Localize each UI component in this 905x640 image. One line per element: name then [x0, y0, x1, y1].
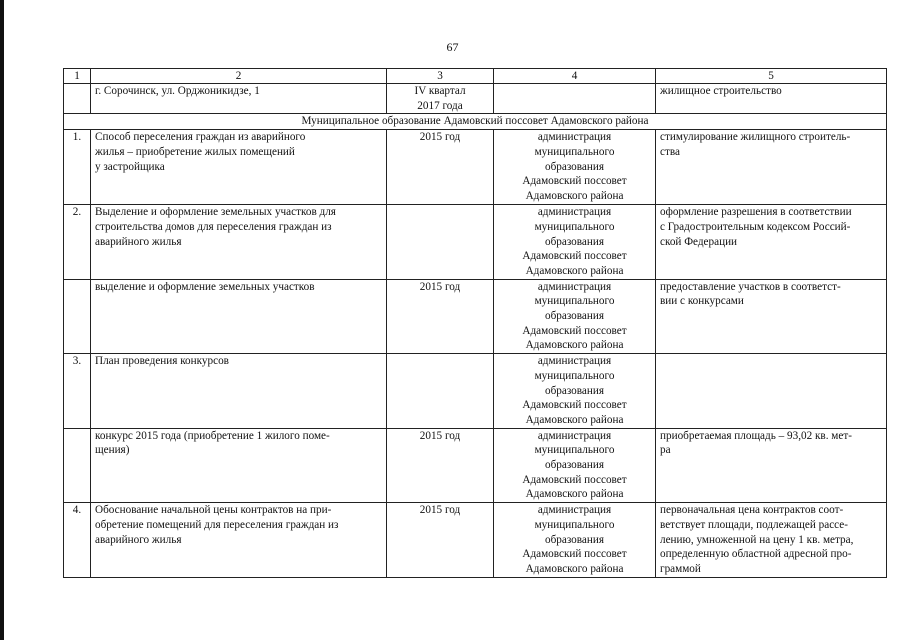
- header-cell: 3: [387, 69, 494, 84]
- executor-cell-line: администрация: [537, 206, 612, 219]
- table-row: [64, 503, 887, 578]
- measure-cell-line: выделение и оформление земельных участков: [95, 280, 315, 293]
- term-cell: [387, 279, 494, 354]
- result-cell-line: жилищное строительство: [660, 85, 782, 97]
- result-cell-line: оформление разрешения в соответствии: [660, 206, 852, 219]
- executor-cell-line: образования: [544, 235, 604, 248]
- measure-cell-line: г. Сорочинск, ул. Орджоникидзе, 1: [95, 85, 260, 97]
- measure-cell: [91, 279, 387, 354]
- row-number: 2.: [64, 205, 91, 280]
- measure-cell-line: Обоснование начальной цены контрактов на при-: [95, 504, 332, 517]
- executor-cell-line: муниципального: [534, 444, 615, 457]
- executor-cell-line: Адамовского района: [525, 562, 624, 575]
- measure-cell-line: аварийного жилья: [95, 235, 182, 248]
- term-cell: [387, 84, 494, 114]
- measure-cell-line: жилья – приобретение жилых помещений: [95, 145, 295, 158]
- result-cell-line: приобретаемая площадь – 93,02 кв. мет-: [660, 429, 852, 442]
- executor-cell-line: Адамовского района: [525, 339, 624, 352]
- result-cell-line: лению, умноженной на цену 1 кв. метра,: [660, 533, 854, 546]
- executor-cell-line: Адамовский поссовет: [522, 250, 627, 263]
- term-cell-line: 2015 год: [419, 429, 461, 442]
- result-cell: [656, 130, 887, 205]
- executor-cell-line: образования: [544, 384, 604, 397]
- result-cell: [656, 205, 887, 280]
- section-title: Муниципальное образование Адамовский поссовет Адамовского района: [64, 114, 887, 130]
- result-cell-line: вии с конкурсами: [660, 295, 744, 308]
- row-number: 4.: [64, 503, 91, 578]
- table-row: [64, 130, 887, 205]
- result-cell-line: первоначальная цена контрактов соот-: [660, 504, 844, 517]
- header-cell: 1: [64, 69, 91, 84]
- table-row: [64, 279, 887, 354]
- row-number: 1.: [64, 130, 91, 205]
- executor-cell-line: администрация: [537, 355, 612, 368]
- row-number: [64, 428, 91, 503]
- result-cell: [656, 84, 887, 114]
- measure-cell: [91, 84, 387, 114]
- executor-cell: [494, 279, 656, 354]
- measure-cell-line: щения): [95, 444, 130, 457]
- table-row: [64, 84, 887, 114]
- table-row: [64, 205, 887, 280]
- executor-cell: [494, 130, 656, 205]
- executor-cell-line: администрация: [537, 280, 612, 293]
- page-number: 67: [446, 40, 459, 54]
- result-cell: [656, 354, 887, 429]
- executor-cell: [494, 84, 656, 114]
- term-cell: [387, 205, 494, 280]
- measure-cell-line: План проведения конкурсов: [95, 355, 229, 368]
- executor-cell-line: Адамовского района: [525, 189, 624, 202]
- measure-cell: [91, 205, 387, 280]
- header-cell: 5: [656, 69, 887, 84]
- executor-cell-line: образования: [544, 310, 604, 323]
- term-cell-line: 2015 год: [419, 131, 461, 144]
- executor-cell: [494, 428, 656, 503]
- measure-cell-line: строительства домов для переселения граждан из: [95, 220, 332, 233]
- result-cell: [656, 428, 887, 503]
- executor-cell-line: Адамовского района: [525, 413, 624, 426]
- result-cell-line: ра: [660, 444, 671, 457]
- measure-cell-line: обретение помещений для переселения граждан из: [95, 518, 339, 531]
- measure-cell: [91, 428, 387, 503]
- executor-cell: [494, 205, 656, 280]
- measure-cell-line: Способ переселения граждан из аварийного: [95, 131, 306, 144]
- row-number: 3.: [64, 354, 91, 429]
- term-cell: [387, 503, 494, 578]
- header-cell: 2: [91, 69, 387, 84]
- executor-cell-line: Адамовский поссовет: [522, 548, 627, 561]
- result-cell: [656, 503, 887, 578]
- executor-cell: [494, 503, 656, 578]
- table-row: [64, 428, 887, 503]
- executor-cell-line: администрация: [537, 429, 612, 442]
- result-cell: [656, 279, 887, 354]
- measures-table: [63, 68, 887, 578]
- result-cell-line: определенную областной адресной про-: [660, 548, 852, 561]
- executor-cell-line: Адамовский поссовет: [522, 175, 627, 188]
- executor-cell-line: образования: [544, 533, 604, 546]
- measure-cell: [91, 130, 387, 205]
- executor-cell-line: администрация: [537, 504, 612, 517]
- measure-cell-line: у застройщика: [95, 160, 165, 173]
- executor-cell-line: Адамовский поссовет: [522, 399, 627, 412]
- measure-cell-line: конкурс 2015 года (приобретение 1 жилого поме-: [95, 429, 330, 442]
- executor-cell-line: Адамовский поссовет: [522, 324, 627, 337]
- executor-cell-line: администрация: [537, 131, 612, 144]
- left-margin-bar: [0, 0, 4, 640]
- executor-cell-line: муниципального: [534, 220, 615, 233]
- executor-cell-line: Адамовского района: [525, 488, 624, 501]
- term-cell-line: IV квартал: [414, 85, 466, 97]
- table-header-row: [64, 69, 887, 84]
- header-cell: 4: [494, 69, 656, 84]
- executor-cell-line: муниципального: [534, 295, 615, 308]
- section-row: [64, 114, 887, 130]
- result-cell-line: ветствует площади, подлежащей рассе-: [660, 518, 848, 531]
- result-cell-line: ства: [660, 145, 680, 158]
- table-body: [64, 84, 887, 578]
- row-number: [64, 279, 91, 354]
- term-cell-line: 2015 год: [419, 504, 461, 517]
- executor-cell-line: муниципального: [534, 145, 615, 158]
- term-cell: [387, 354, 494, 429]
- result-cell-line: с Градостроительным кодексом Россий-: [660, 220, 851, 233]
- executor-cell: [494, 354, 656, 429]
- term-cell: [387, 428, 494, 503]
- executor-cell-line: образования: [544, 459, 604, 472]
- result-cell-line: стимулирование жилищного строитель-: [660, 131, 851, 144]
- measure-cell-line: Выделение и оформление земельных участков для: [95, 206, 336, 219]
- measure-cell: [91, 354, 387, 429]
- measure-cell: [91, 503, 387, 578]
- executor-cell-line: Адамовского района: [525, 264, 624, 277]
- result-cell-line: ской Федерации: [660, 235, 738, 248]
- result-cell-line: предоставление участков в соответст-: [660, 280, 841, 293]
- executor-cell-line: Адамовский поссовет: [522, 473, 627, 486]
- result-cell-line: граммой: [660, 562, 701, 575]
- executor-cell-line: муниципального: [534, 518, 615, 531]
- term-cell-line: 2017 года: [417, 99, 463, 112]
- term-cell: [387, 130, 494, 205]
- executor-cell-line: муниципального: [534, 369, 615, 382]
- term-cell-line: 2015 год: [419, 280, 461, 293]
- executor-cell-line: образования: [544, 160, 604, 173]
- row-number: [64, 84, 91, 114]
- measure-cell-line: аварийного жилья: [95, 533, 182, 546]
- table-row: [64, 354, 887, 429]
